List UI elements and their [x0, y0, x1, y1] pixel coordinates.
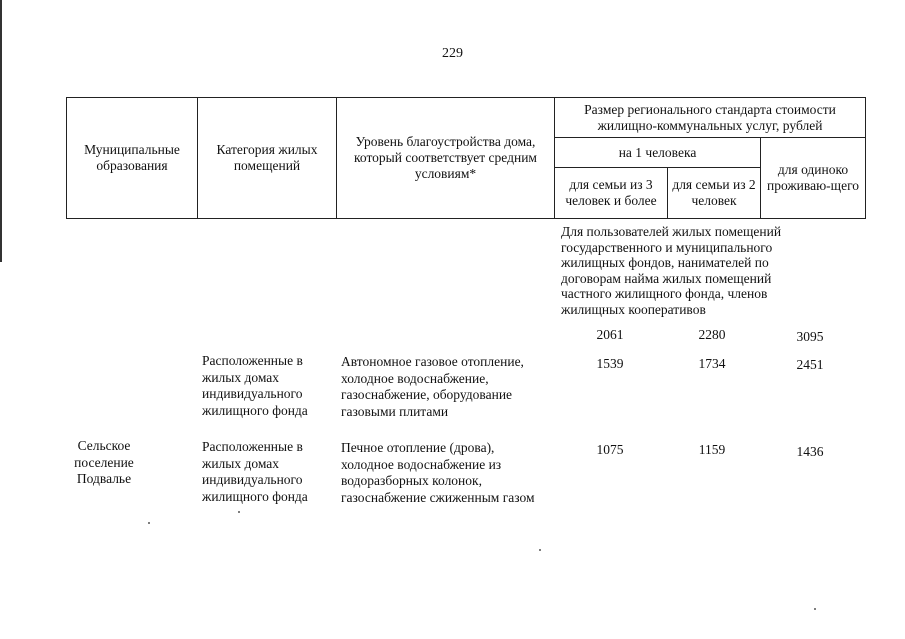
scan-speck — [148, 522, 150, 524]
row2-category: Расположенные в жилых домах индивидуального жилищного фонда — [202, 439, 308, 504]
header-standard: Размер регионального стандарта стоимости жилищно-коммунальных услуг, рублей — [555, 98, 866, 138]
header-family3: для семьи из 3 человек и более — [555, 168, 668, 219]
row2-family2-value: 1159 — [698, 442, 726, 457]
row2-family3-value: 1075 — [596, 442, 624, 457]
header-category: Категория жилых помещений — [198, 98, 337, 219]
page-edge-line — [0, 0, 2, 262]
row0-single-value: 3095 — [796, 329, 824, 344]
header-municipality: Муниципальные образования — [67, 98, 198, 219]
row2-municipality: Сельское поселение Подвалье — [74, 438, 134, 486]
row2-level: Печное отопление (дрова), холодное водоснабжение из водоразборных колонок, газоснабжение сжиженным газом — [341, 440, 535, 505]
scan-speck — [238, 511, 240, 513]
row0-family2-value: 2280 — [698, 327, 726, 342]
header-family2: для семьи из 2 человек — [668, 168, 761, 219]
header-single: для одиноко проживаю-щего — [761, 138, 866, 219]
row1-family2-value: 1734 — [698, 356, 726, 371]
page-number: 229 — [442, 46, 463, 61]
table-header — [66, 97, 866, 219]
row1-level: Автономное газовое отопление, холодное водоснабжение, газоснабжение, оборудование газовыми плитами — [341, 354, 524, 419]
header-per-person: на 1 человека — [555, 138, 761, 168]
row0-family3-value: 2061 — [596, 327, 624, 342]
row1-single-value: 2451 — [796, 357, 824, 372]
users-note: Для пользователей жилых помещений государственного и муниципального жилищных фондов, нанимателей по договорам найма жилых помещений частного жилищного фонда, членов жилищных кооперативов — [561, 224, 782, 317]
row1-category: Расположенные в жилых домах индивидуального жилищного фонда — [202, 353, 308, 418]
row2-single-value: 1436 — [796, 444, 824, 459]
header-level: Уровень благоустройства дома, который соответствует средним условиям* — [337, 98, 555, 219]
scan-speck — [814, 608, 816, 610]
row1-family3-value: 1539 — [596, 356, 624, 371]
scan-speck — [539, 549, 541, 551]
